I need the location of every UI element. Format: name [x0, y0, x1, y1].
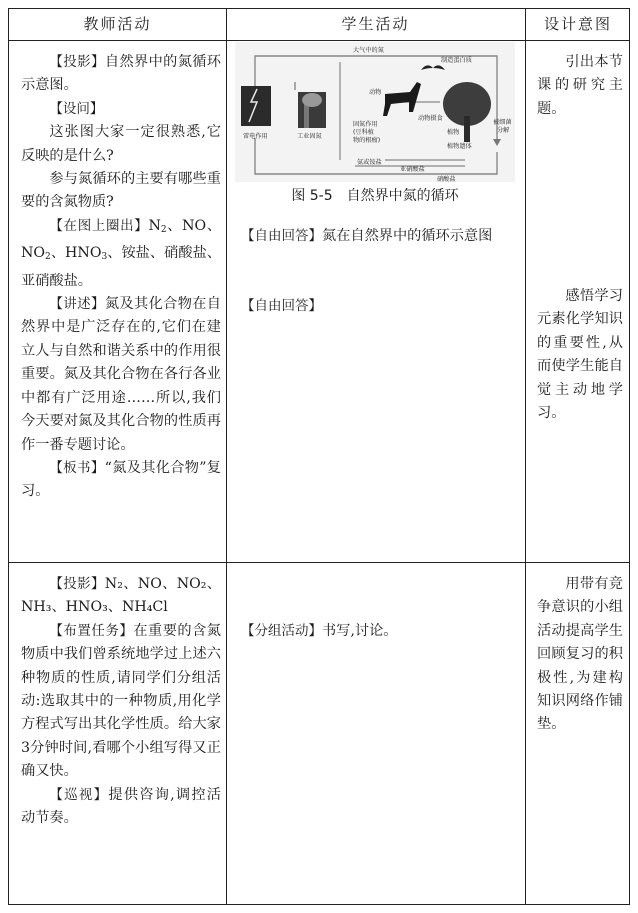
tag-projection: 【投影】 — [49, 576, 105, 592]
label-animal-intake: 动物摄食 — [418, 115, 443, 122]
tag-patrol: 【巡视】 — [49, 786, 109, 803]
column-divider — [226, 9, 227, 904]
tag-circle: 【在图上圈出】 — [49, 217, 149, 234]
header-student: 学生活动 — [341, 15, 410, 33]
header-teacher: 教师活动 — [83, 15, 152, 33]
projection-text: 自然界中的氮循环示意图。 — [21, 54, 221, 94]
label-ammonia: 氨或铵盐 — [357, 159, 382, 166]
student-answer-1: 【自由回答】氮在自然界中的循环示意图 — [241, 228, 493, 244]
question-2: 参与氮循环的主要有哪些重要的含氮物质? — [21, 171, 221, 211]
student-answer-2 — [241, 295, 519, 318]
figure-caption: 图 5-5 自然界中氮的循环 — [291, 188, 459, 204]
label-plant-remains: 植物遗体 — [447, 143, 472, 150]
lecture-text: 氮及其化合物在自然界中是广泛存在的,它们在建立人与自然和谐关系中的作用很重要。氮及其化合物在各行各业中都有广泛用途……所以,我们今天要对氮及其化合物的性质再作一番专题讨论。 — [21, 296, 221, 453]
lightning-image — [241, 86, 271, 126]
design-intent-1: 引出本节课的研究主题。 — [537, 54, 623, 117]
header-design: 设计意图 — [543, 15, 612, 33]
label-atmospheric-nitrogen: 大气中的氮 — [353, 47, 384, 54]
label-animal: 动物 — [369, 89, 382, 96]
tag-board: 【板书】 — [49, 459, 105, 476]
tag-projection: 【投影】 — [49, 54, 105, 70]
factory-image — [298, 92, 326, 128]
circle-substances: 【在图上圈出】$N_2$、NO、$NO_2$、$HNO_3$、铵盐、硝酸盐、亚硝酸盐。 — [21, 217, 222, 289]
projection-formulas: N₂、NO、NO₂、NH₃、HNO₃、NH₄Cl — [21, 576, 221, 616]
label-industrial-fixation: 工业固氮 — [297, 133, 322, 140]
row-divider — [9, 40, 629, 41]
row-divider — [9, 562, 629, 563]
label-nitrate: 硝酸盐 — [437, 176, 456, 182]
nitrogen-cycle-figure — [235, 42, 515, 182]
patrol-text: 提供咨询,调控活动节奏。 — [21, 786, 221, 827]
teacher-activity-2 — [21, 573, 221, 830]
label-fixation: 固氮作用 — [353, 121, 378, 128]
label-lightning: 雷电作用 — [243, 133, 268, 140]
board-text: “氮及其化合物”复习。 — [21, 459, 221, 500]
tag-free-answer: 【自由回答】 — [241, 298, 322, 314]
question-1: 这张图大家一定很熟悉,它反映的是什么? — [21, 124, 221, 164]
tag-group-activity: 【分组活动】 — [241, 623, 322, 639]
tag-free-answer: 【自由回答】 — [241, 228, 322, 244]
tag-lecture: 【讲述】 — [49, 296, 105, 313]
label-fixation-nodule: 物的根瘤) — [353, 137, 381, 144]
label-plant: 植物 — [447, 129, 460, 136]
teacher-activity-1 — [21, 51, 221, 504]
label-make-protein: 制造蛋白质 — [441, 57, 472, 64]
label-nitrite: 亚硝酸盐 — [400, 166, 425, 173]
tag-question: 【设问】 — [49, 100, 104, 117]
design-intent-3: 用带有竞争意识的小组活动提高学生回顾复习的积极性,为建构知识网络作铺垫。 — [537, 576, 623, 733]
label-decompose: 分解 — [497, 127, 510, 134]
label-fixation-legume: (豆科植 — [353, 129, 374, 136]
task-text: 在重要的含氮物质中我们曾系统地学过上述六种物质的性质,请同学们分组活动:选取其中的一种物质,用化学方程式写出其化学性质。给大家3分钟时间,看哪个小组写得又正确又快。 — [21, 622, 221, 780]
design-intent-2: 感悟学习元素化学知识的重要性,从而使学生能自觉主动地学习。 — [537, 288, 623, 422]
tag-assign-task: 【布置任务】 — [49, 622, 134, 639]
column-divider — [525, 9, 526, 904]
student-group-activity: 【分组活动】书写,讨论。 — [241, 623, 398, 639]
label-bacteria: 被细菌 — [493, 119, 512, 126]
